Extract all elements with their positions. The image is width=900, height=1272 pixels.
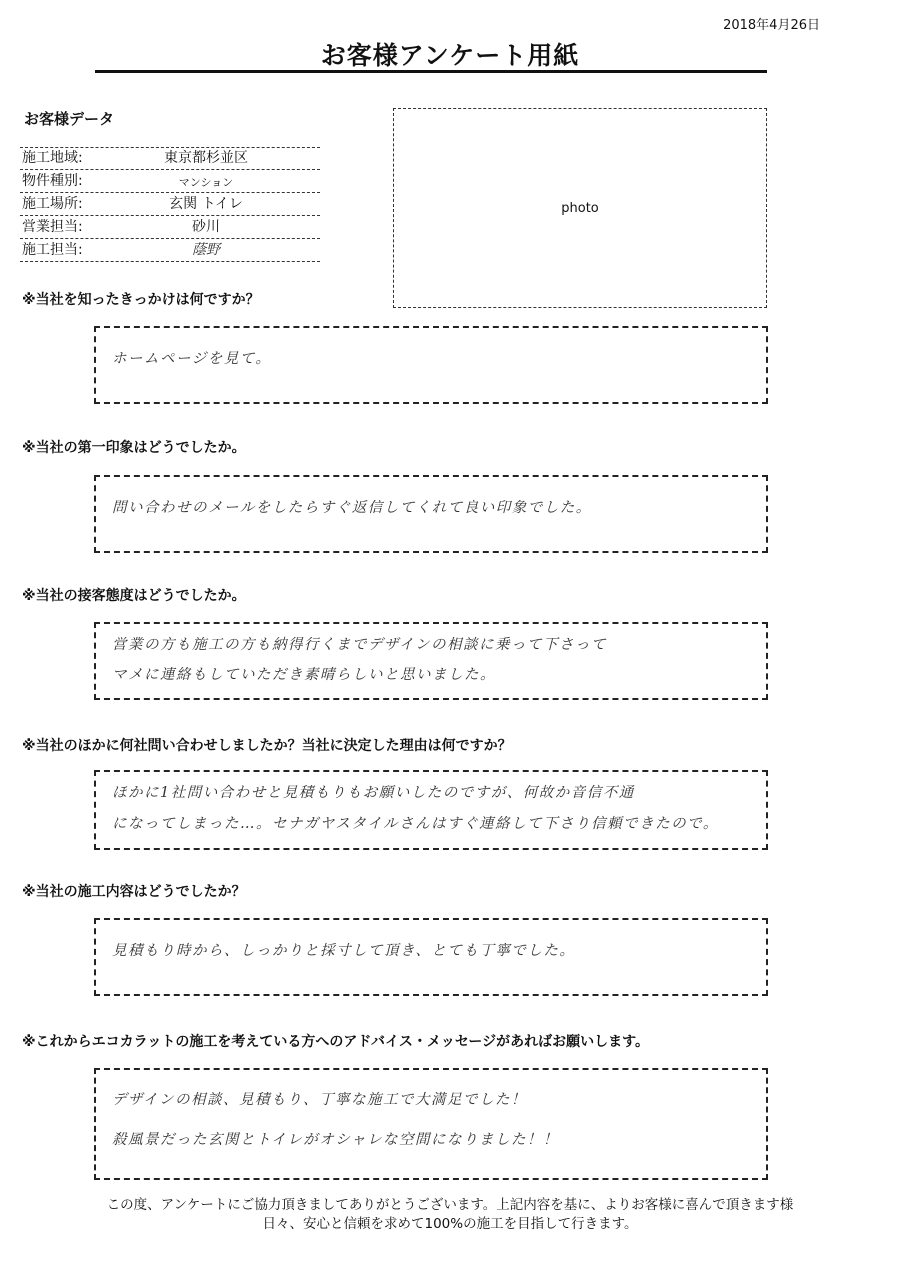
question-5: ※当社の施工内容はどうでしたか？ <box>22 884 246 900</box>
data-row-sales-rep <box>20 216 320 239</box>
answer-line: マメに連絡もしていただき素晴らしいと思いました。 <box>112 667 496 683</box>
data-value: 砂川 <box>192 219 220 235</box>
data-value: マンション <box>178 176 234 189</box>
data-value-signature: 蔭野 <box>192 242 220 258</box>
closing-line-1: この度、アンケートにご協力頂きましてありがとうございます。上記内容を基に、よりお客様に喜んで頂きます様 <box>106 1197 794 1213</box>
answer-line: デザインの相談、見積もり、丁寧な施工で大満足でした！ <box>112 1092 527 1108</box>
data-label: 施工担当: <box>22 242 83 258</box>
question-1: ※当社を知ったきっかけは何ですか？ <box>22 292 260 308</box>
data-label: 物件種別: <box>22 173 83 189</box>
customer-data-heading: お客様データ <box>24 110 115 128</box>
answer-line: になってしまった…。セナガヤスタイルさんはすぐ連絡して下さり信頼できたので。 <box>112 816 719 832</box>
closing-line-2: 日々、安心と信頼を求めて100%の施工を目指して行きます。 <box>262 1216 638 1232</box>
title-rule <box>95 70 767 73</box>
question-3: ※当社の接客態度はどうでしたか。 <box>22 588 246 604</box>
data-row-property-type <box>20 170 320 193</box>
question-4: ※当社のほかに何社問い合わせしましたか？当社に決定した理由は何ですか？ <box>22 738 512 754</box>
answer-box-1 <box>94 326 768 404</box>
answer-box-6 <box>94 1068 768 1180</box>
data-row-location <box>20 193 320 216</box>
answer-box-3 <box>94 622 768 700</box>
answer-box-2 <box>94 475 768 553</box>
question-2: ※当社の第一印象はどうでしたか。 <box>22 440 246 456</box>
data-label: 施工地域: <box>22 150 83 166</box>
answer-box-4 <box>94 770 768 850</box>
answer-line: ホームページを見て。 <box>112 351 272 367</box>
answer-box-5 <box>94 918 768 996</box>
answer-line: 営業の方も施工の方も納得行くまでデザインの相談に乗って下さって <box>112 637 607 653</box>
photo-placeholder <box>393 108 767 308</box>
survey-date: 2018年4月26日 <box>723 18 820 33</box>
data-value: 玄関 トイレ <box>169 196 243 212</box>
data-label: 施工場所: <box>22 196 83 212</box>
photo-label: photo <box>561 200 599 216</box>
question-6: ※これからエコカラットの施工を考えている方へのアドバイス・メッセージがあればお願いします。 <box>22 1034 649 1050</box>
answer-line: ほかに1社問い合わせと見積もりもお願いしたのですが、何故か音信不通 <box>112 785 635 801</box>
customer-data-table <box>20 147 320 262</box>
closing-message <box>0 1196 900 1234</box>
data-row-installer <box>20 239 320 262</box>
data-label: 営業担当: <box>22 219 83 235</box>
answer-line: 見積もり時から、しっかりと採寸して頂き、とても丁寧でした。 <box>112 943 576 959</box>
answer-line: 殺風景だった玄関とトイレがオシャレな空間になりました！！ <box>112 1132 559 1148</box>
data-value: 東京都杉並区 <box>164 150 248 166</box>
page-title: お客様アンケート用紙 <box>320 41 580 70</box>
answer-line: 問い合わせのメールをしたらすぐ返信してくれて良い印象でした。 <box>112 500 592 516</box>
data-row-area <box>20 147 320 170</box>
